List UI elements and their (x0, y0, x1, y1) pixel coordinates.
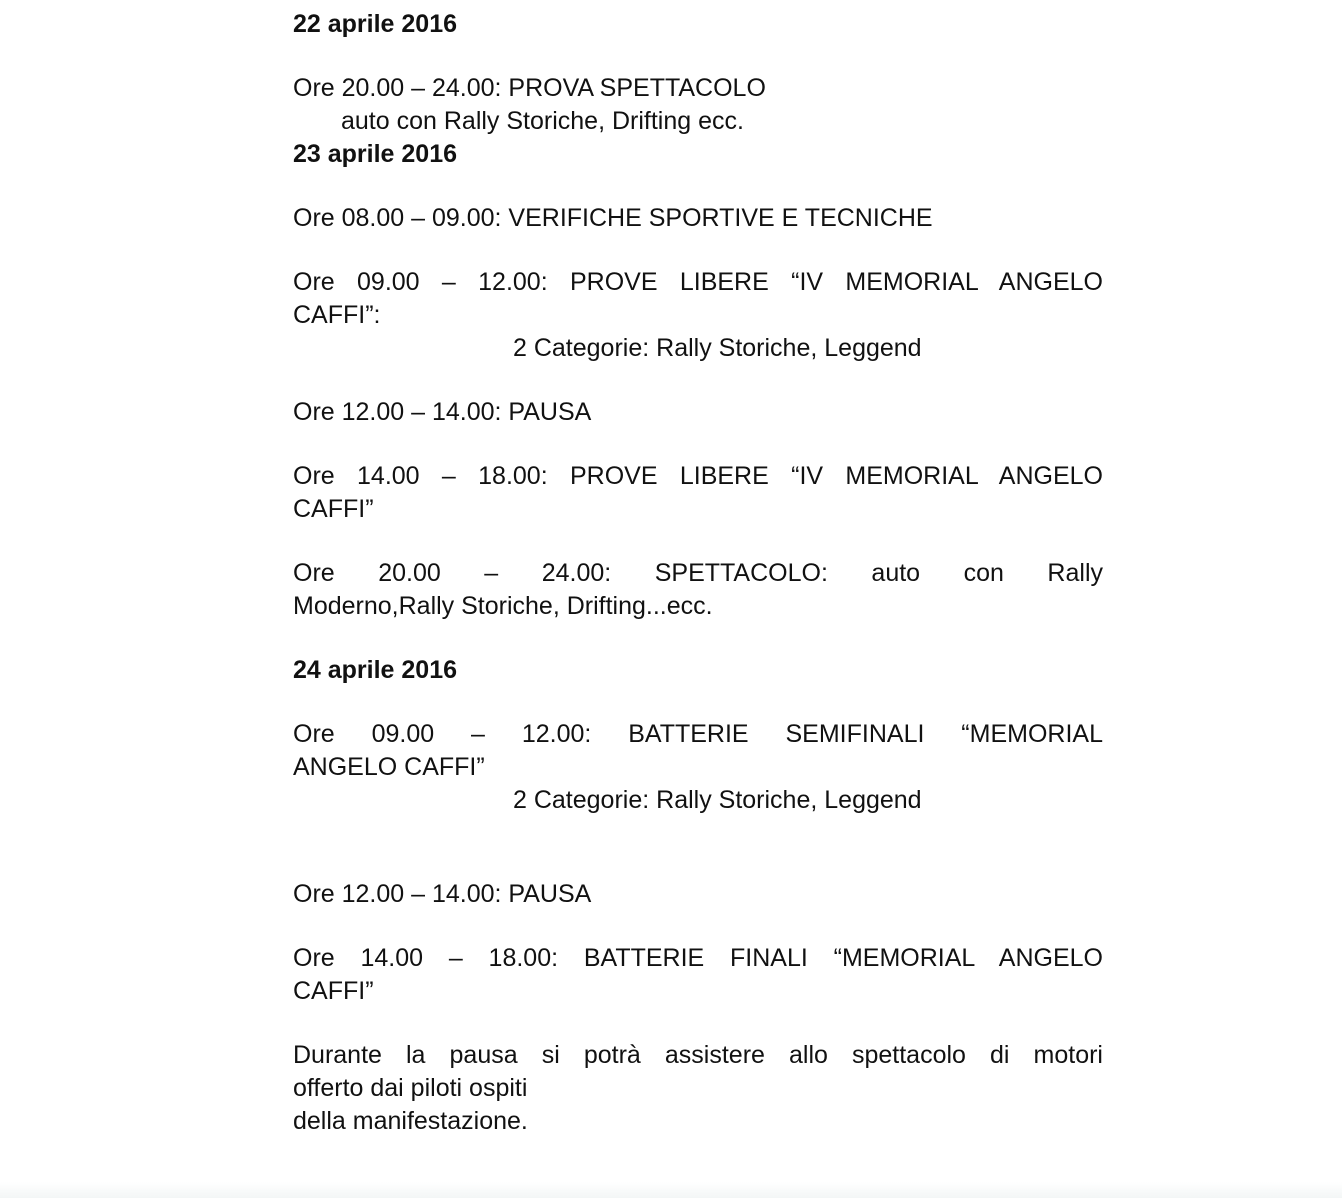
schedule-continuation: Moderno,Rally Storiche, Drifting...ecc. (293, 592, 713, 620)
date-heading: 24 aprile 2016 (293, 656, 458, 684)
schedule-continuation: CAFFI” (293, 977, 374, 1005)
page-bottom-edge (0, 1182, 1342, 1198)
schedule-document (293, 8, 1103, 1138)
schedule-entry: Ore 09.00 – 12.00: PROVE LIBERE “IV MEMORIAL ANGELO (293, 268, 1103, 296)
schedule-entry: Ore 08.00 – 09.00: VERIFICHE SPORTIVE E TECNICHE (293, 204, 933, 232)
category-line: 2 Categorie: Rally Storiche, Leggend (513, 334, 922, 362)
note-line: offerto dai piloti ospiti (293, 1074, 528, 1102)
date-heading: 23 aprile 2016 (293, 140, 458, 168)
schedule-continuation: auto con Rally Storiche, Drifting ecc. (341, 107, 744, 135)
schedule-entry: Ore 14.00 – 18.00: BATTERIE FINALI “MEMORIAL ANGELO (293, 944, 1103, 972)
schedule-entry: Ore 20.00 – 24.00: PROVA SPETTACOLO (293, 74, 766, 102)
schedule-entry: Ore 12.00 – 14.00: PAUSA (293, 398, 592, 426)
date-heading: 22 aprile 2016 (293, 10, 458, 38)
schedule-entry: Ore 09.00 – 12.00: BATTERIE SEMIFINALI “MEMORIAL (293, 720, 1103, 748)
schedule-continuation: CAFFI” (293, 495, 374, 523)
schedule-entry: Ore 14.00 – 18.00: PROVE LIBERE “IV MEMORIAL ANGELO (293, 462, 1103, 490)
category-line: 2 Categorie: Rally Storiche, Leggend (513, 786, 922, 814)
schedule-entry: Ore 12.00 – 14.00: PAUSA (293, 880, 592, 908)
note-line: Durante la pausa si potrà assistere allo spettacolo di motori (293, 1041, 1103, 1069)
schedule-continuation: CAFFI”: (293, 301, 381, 329)
note-line: della manifestazione. (293, 1107, 528, 1135)
schedule-continuation: ANGELO CAFFI” (293, 753, 485, 781)
schedule-entry: Ore 20.00 – 24.00: SPETTACOLO: auto con Rally (293, 559, 1103, 587)
